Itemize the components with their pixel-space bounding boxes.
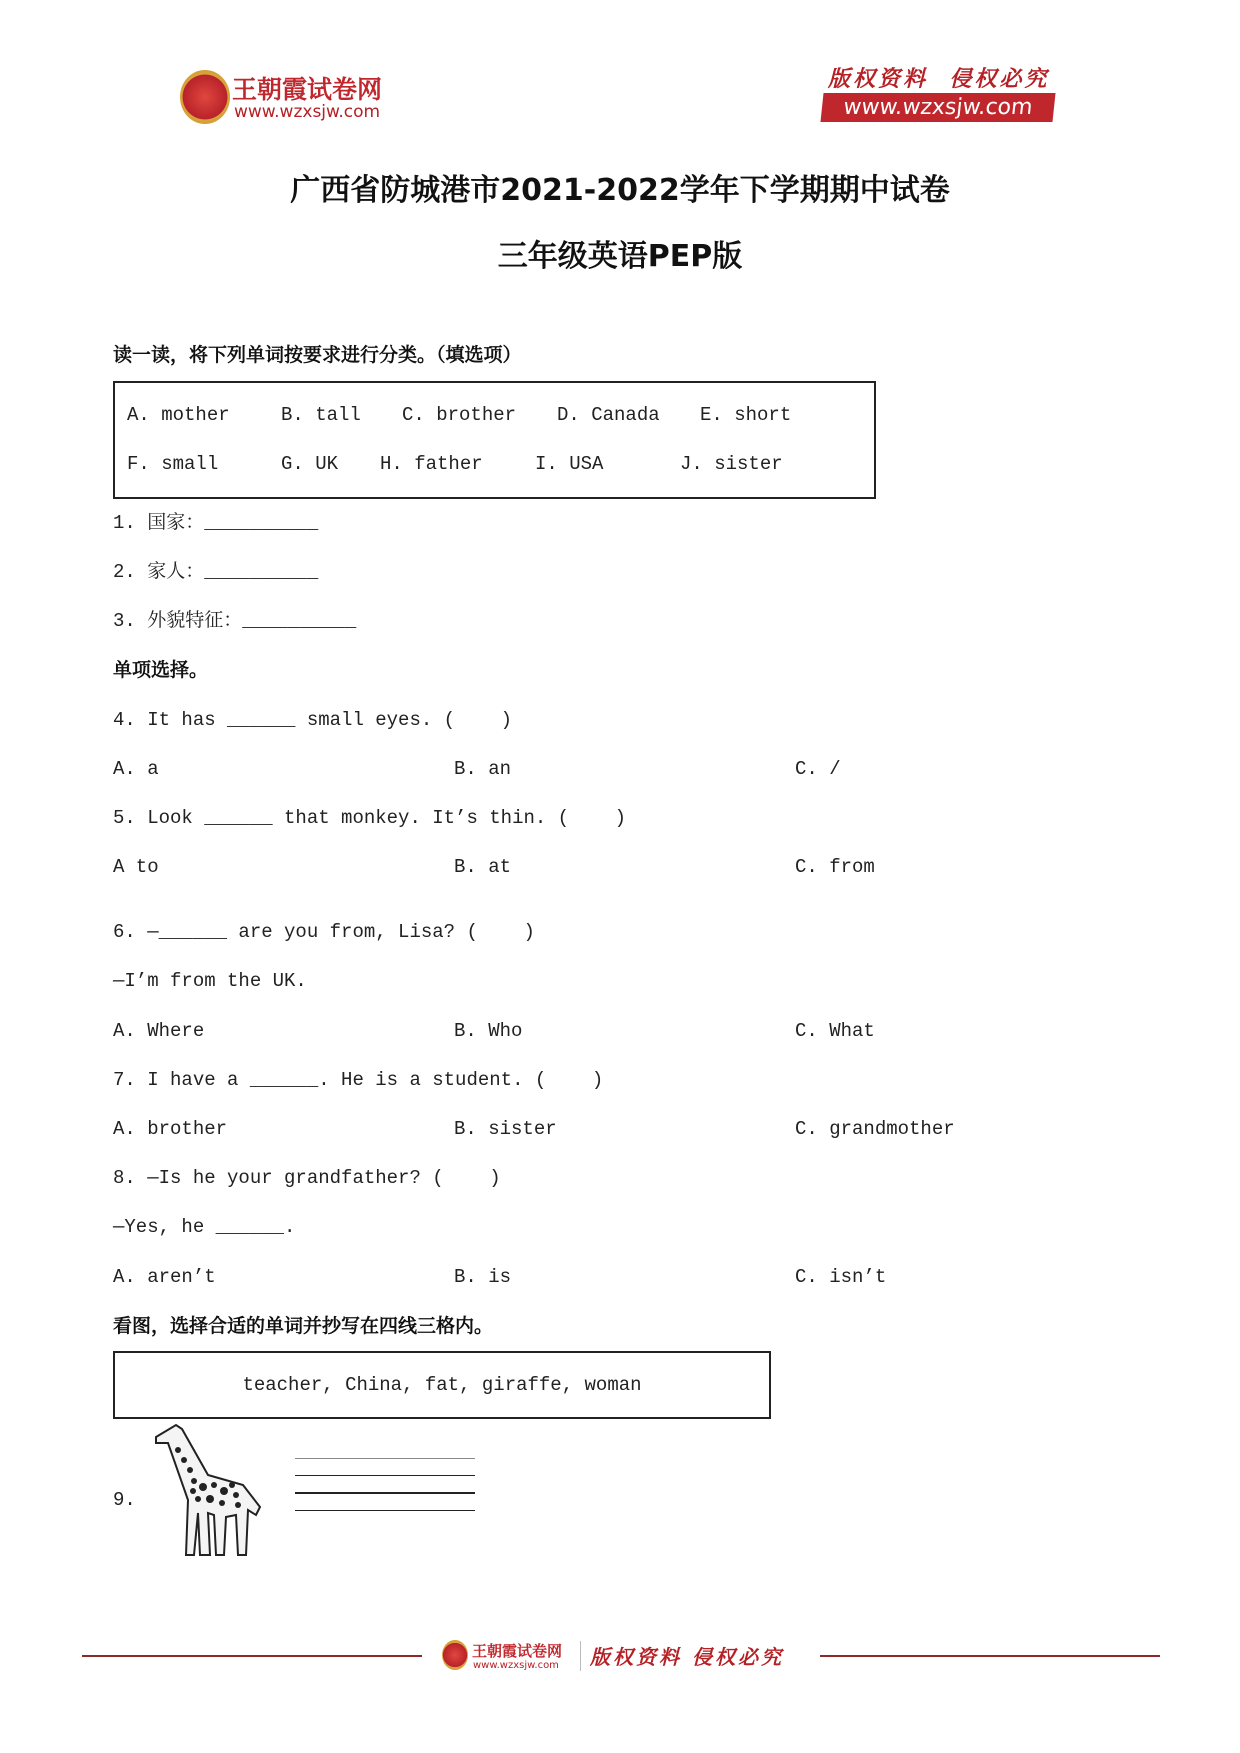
page-subtitle: 三年级英语PEP版 bbox=[497, 239, 743, 274]
word-item: A. mother bbox=[127, 404, 230, 426]
grid-line bbox=[295, 1475, 475, 1476]
question-8-answer: —Yes, he ______. bbox=[113, 1216, 296, 1238]
word-bank: teacher, China, fat, giraffe, woman bbox=[242, 1374, 642, 1396]
word-box bbox=[113, 381, 876, 499]
grid-line bbox=[295, 1510, 475, 1511]
question-4: 4. It has ______ small eyes. ( ) bbox=[113, 709, 513, 731]
option-a: A. aren’t bbox=[113, 1266, 216, 1288]
word-item: F. small bbox=[127, 453, 219, 475]
option-b: B. sister bbox=[454, 1118, 557, 1140]
question-6: 6. —______ are you from, Lisa? ( ) bbox=[113, 921, 535, 943]
option-b: B. Who bbox=[454, 1020, 523, 1042]
word-item: D. Canada bbox=[557, 404, 660, 426]
option-c: C. What bbox=[795, 1020, 875, 1042]
word-item: E. short bbox=[700, 404, 792, 426]
fill-item-family: 2. 家人：__________ bbox=[113, 561, 319, 583]
grid-line bbox=[295, 1458, 475, 1459]
option-c: C. / bbox=[795, 758, 841, 780]
question-5: 5. Look ______ that monkey. It’s thin. ( ) bbox=[113, 807, 627, 829]
option-c: C. grandmother bbox=[795, 1118, 955, 1140]
question-7: 7. I have a ______. He is a student. ( ) bbox=[113, 1069, 604, 1091]
footer-divider-left bbox=[82, 1655, 422, 1657]
option-a: A. a bbox=[113, 758, 159, 780]
footer-divider-right bbox=[820, 1655, 1160, 1657]
question-9-number: 9. bbox=[113, 1489, 136, 1511]
seal-logo-icon bbox=[180, 70, 230, 124]
footer-logo-url: www.wzxsjw.com bbox=[473, 1660, 559, 1671]
question-6-answer: —I’m from the UK. bbox=[113, 970, 307, 992]
giraffe-image bbox=[148, 1415, 268, 1560]
option-b: B. at bbox=[454, 856, 512, 878]
logo-name: 王朝霞试卷网 bbox=[232, 75, 383, 104]
url-banner: www.wzxsjw.com bbox=[820, 93, 1055, 122]
option-b: B. is bbox=[454, 1266, 512, 1288]
copyright-slogan: 版权资料 侵权必究 bbox=[828, 66, 1050, 92]
option-b: B. an bbox=[454, 758, 512, 780]
page-title: 广西省防城港市2021-2022学年下学期期中试卷 bbox=[290, 173, 950, 208]
footer-logo-name: 王朝霞试卷网 bbox=[472, 1642, 563, 1660]
footer-slogan: 版权资料 侵权必究 bbox=[590, 1645, 784, 1669]
option-a: A. Where bbox=[113, 1020, 205, 1042]
section-heading-classify: 读一读，将下列单词按要求进行分类。（填选项） bbox=[113, 344, 522, 366]
footer-separator bbox=[580, 1641, 581, 1671]
footer-seal-icon bbox=[442, 1640, 468, 1670]
section-heading-copy: 看图，选择合适的单词并抄写在四线三格内。 bbox=[113, 1315, 494, 1337]
word-item: G. UK bbox=[281, 453, 339, 475]
fill-item-appearance: 3. 外貌特征：__________ bbox=[113, 610, 357, 632]
option-a: A to bbox=[113, 856, 159, 878]
word-item: J. sister bbox=[680, 453, 783, 475]
fill-item-country: 1. 国家：__________ bbox=[113, 512, 319, 534]
word-item: B. tall bbox=[281, 404, 361, 426]
option-a: A. brother bbox=[113, 1118, 228, 1140]
word-item: H. father bbox=[380, 453, 483, 475]
word-item: I. USA bbox=[535, 453, 604, 475]
grid-line bbox=[295, 1492, 475, 1494]
logo-url: www.wzxsjw.com bbox=[234, 102, 381, 122]
option-c: C. from bbox=[795, 856, 875, 878]
word-item: C. brother bbox=[402, 404, 517, 426]
question-8: 8. —Is he your grandfather? ( ) bbox=[113, 1167, 501, 1189]
option-c: C. isn’t bbox=[795, 1266, 887, 1288]
section-heading-choice: 单项选择。 bbox=[113, 659, 209, 681]
